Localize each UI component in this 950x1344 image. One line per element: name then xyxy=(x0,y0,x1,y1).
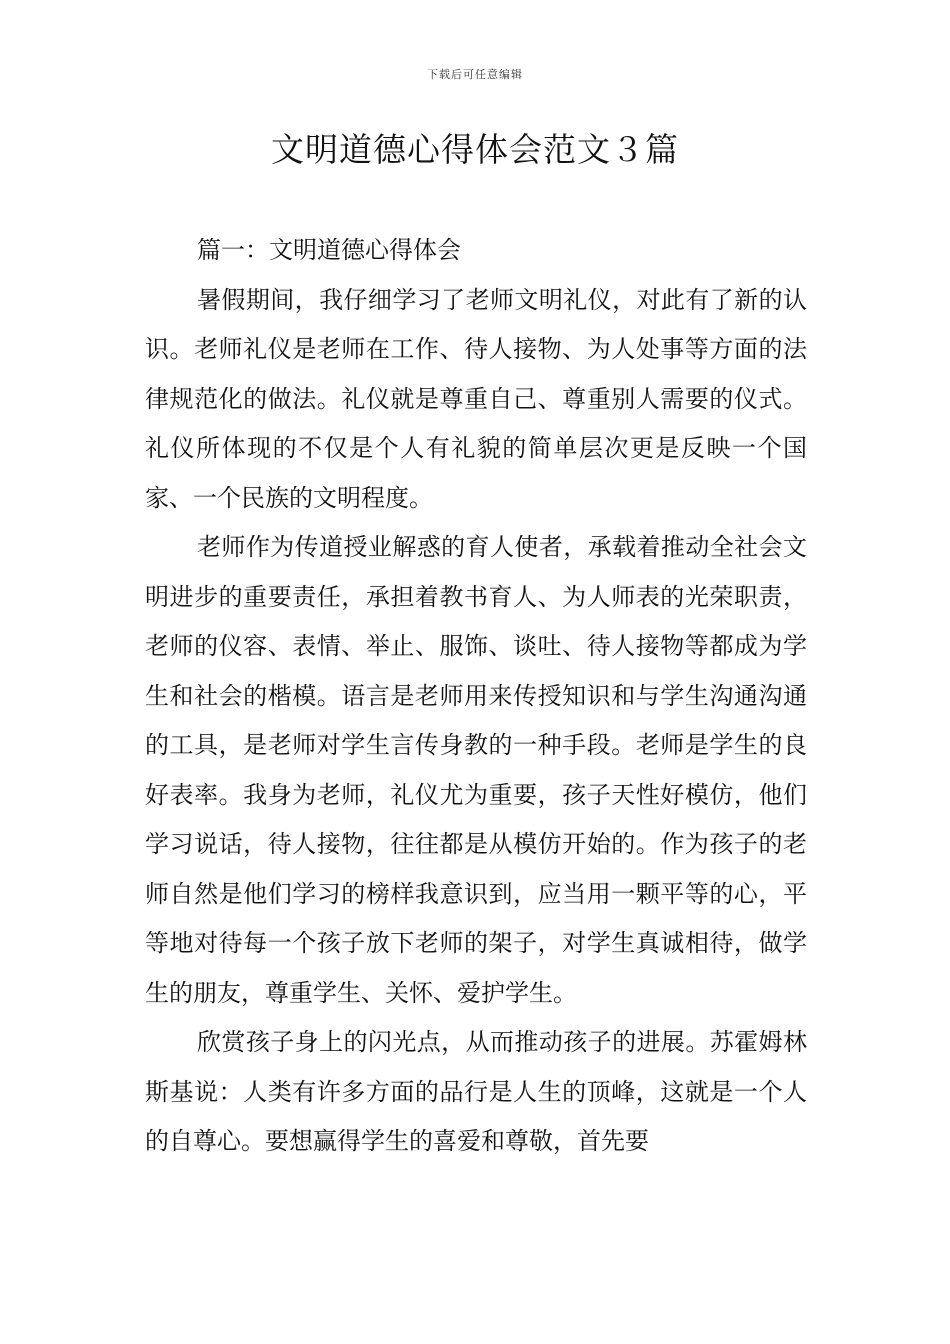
document-title: 文明道德心得体会范文３篇 xyxy=(271,130,679,169)
paragraph-3: 欣赏孩子身上的闪光点，从而推动孩子的进展。苏霍姆林斯基说：人类有许多方面的品行是人生的顶峰，这就是一个人的自尊心。要想赢得学生的喜爱和尊敬，首先要 xyxy=(145,1028,807,1155)
paragraph-2: 老师作为传道授业解惑的育人使者，承载着推动全社会文明进步的重要责任，承担着教书育人、为人师表的光荣职责，老师的仪容、表情、举止、服饰、谈吐、待人接物等都成为学生和社会的楷模。语言是老师用来传授知识和与学生沟通沟通的工具，是老师对学生言传身教的一种手段。老师是学生的良好表率。我身为老师，礼仪尤为重要，孩子天性好模仿，他们学习说话，待人接物，往往都是从模仿开始的。作为孩子的老师自然是他们学习的榜样我意识到，应当用一颗平等的心，平等地对待每一个孩子放下老师的架子，对学生真诚相待，做学生的朋友，尊重学生、关怀、爱护学生。 xyxy=(145,533,807,1007)
document-body xyxy=(145,226,807,1167)
section-heading: 篇一：文明道德心得体会 xyxy=(197,236,461,264)
paragraph-1: 暑假期间，我仔细学习了老师文明礼仪，对此有了新的认识。老师礼仪是老师在工作、待人接物、为人处事等方面的法律规范化的做法。礼仪就是尊重自己、尊重别人需要的仪式。礼仪所体现的不仅是个人有礼貌的简单层次更是反映一个国家、一个民族的文明程度。 xyxy=(145,285,807,512)
header-note: 下载后可任意编辑 xyxy=(427,68,523,81)
